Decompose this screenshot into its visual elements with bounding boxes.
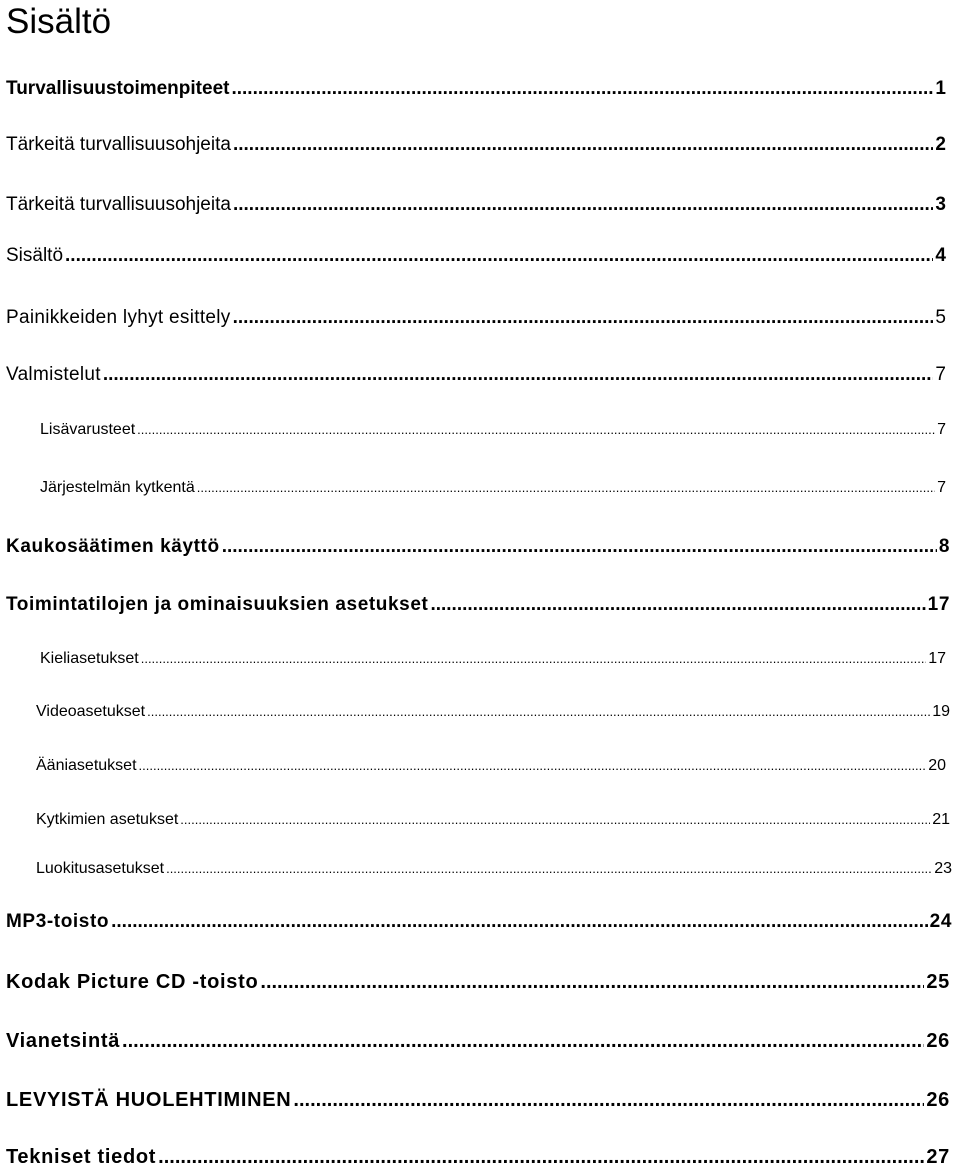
toc-leader-dots (147, 704, 930, 719)
toc-leader-dots (103, 364, 934, 386)
toc-entry-label: MP3-toisto (6, 911, 110, 932)
toc-leader-dots (180, 812, 930, 827)
toc-entry-page: 17 (927, 594, 950, 615)
toc-subentry[interactable] (36, 757, 946, 775)
toc-leader-dots (141, 651, 926, 666)
toc-entry-page: 7 (935, 364, 946, 385)
toc-entry-page: 5 (935, 307, 946, 328)
toc-subentry[interactable] (40, 421, 946, 439)
toc-entry-label: Toimintatilojen ja ominaisuuksien asetukset (6, 594, 429, 615)
toc-entry-page: 20 (928, 757, 946, 774)
toc-entry-label: Tärkeitä turvallisuusohjeita (6, 194, 231, 215)
toc-entry-label: Tekniset tiedot (6, 1146, 157, 1168)
toc-entry-label: Kaukosäätimen käyttö (6, 536, 220, 557)
toc-entry-label: Kieliasetukset (40, 650, 139, 667)
toc-entry-page: 25 (926, 971, 950, 993)
toc-entry-page: 26 (926, 1030, 950, 1052)
toc-entry-label: Kytkimien asetukset (36, 811, 179, 828)
toc-entry-label: Vianetsintä (6, 1030, 121, 1052)
toc-entry-label: Tärkeitä turvallisuusohjeita (6, 134, 231, 155)
toc-leader-dots (139, 758, 927, 773)
toc-leader-dots (260, 971, 924, 994)
toc-entry-label: Kodak Picture CD -toisto (6, 971, 259, 993)
toc-leader-dots (233, 134, 933, 156)
toc-subentry[interactable] (36, 811, 950, 829)
toc-leader-dots (166, 861, 932, 876)
toc-leader-dots (231, 78, 933, 100)
toc-entry[interactable] (6, 78, 946, 100)
toc-leader-dots (233, 307, 934, 329)
toc-subentry[interactable] (36, 860, 952, 878)
toc-subentry[interactable] (40, 650, 946, 668)
toc-leader-dots (293, 1089, 924, 1112)
toc-entry-label: Videoasetukset (36, 703, 146, 720)
toc-entry[interactable] (6, 134, 946, 156)
toc-entry-label: LEVYISTÄ HUOLEHTIMINEN (6, 1089, 292, 1111)
toc-entry-label: Turvallisuustoimenpiteet (6, 78, 230, 99)
toc-leader-dots (137, 422, 935, 437)
toc-subentry[interactable] (40, 479, 946, 497)
toc-subentry[interactable] (36, 703, 950, 721)
toc-entry[interactable] (6, 1146, 950, 1169)
toc-leader-dots (197, 480, 935, 495)
toc-entry[interactable] (6, 1030, 950, 1053)
toc-entry-page: 7 (937, 479, 946, 496)
toc-entry-label: Valmistelut (6, 364, 101, 385)
toc-leader-dots (233, 194, 933, 216)
toc-entry-page: 17 (928, 650, 946, 667)
toc-entry[interactable] (6, 194, 946, 216)
toc-entry-label: Sisältö (6, 245, 64, 266)
toc-entry-label: Painikkeiden lyhyt esittely (6, 307, 231, 328)
toc-leader-dots (430, 594, 925, 616)
toc-entry-label: Lisävarusteet (40, 421, 136, 438)
toc-entry-page: 24 (929, 911, 952, 932)
toc-entry-page: 8 (938, 536, 950, 557)
toc-entry[interactable] (6, 364, 946, 386)
toc-entry-page: 7 (937, 421, 946, 438)
toc-entry-label: Järjestelmän kytkentä (40, 479, 195, 496)
toc-entry-page: 19 (932, 703, 950, 720)
toc-entry-label: Luokitusasetukset (36, 860, 165, 877)
toc-entry-page: 2 (935, 134, 946, 155)
toc-entry-page: 1 (935, 78, 946, 99)
toc-leader-dots (158, 1146, 924, 1169)
toc-entry[interactable] (6, 971, 950, 994)
toc-leader-dots (65, 245, 933, 267)
toc-leader-dots (111, 911, 928, 933)
toc-entry[interactable] (6, 1089, 950, 1112)
toc-entry[interactable] (6, 536, 950, 558)
toc-leader-dots (222, 536, 937, 558)
page-title: Sisältö (6, 2, 112, 41)
toc-entry-page: 26 (926, 1089, 950, 1111)
toc-entry[interactable] (6, 594, 950, 616)
toc-entry[interactable] (6, 911, 952, 933)
toc-entry[interactable] (6, 245, 946, 267)
toc-entry[interactable] (6, 307, 946, 329)
toc-entry-page: 4 (935, 245, 946, 266)
toc-entry-page: 23 (934, 860, 952, 877)
toc-entry-label: Ääniasetukset (36, 757, 137, 774)
toc-leader-dots (122, 1030, 924, 1053)
toc-entry-page: 3 (935, 194, 946, 215)
toc-entry-page: 21 (932, 811, 950, 828)
toc-entry-page: 27 (926, 1146, 950, 1168)
